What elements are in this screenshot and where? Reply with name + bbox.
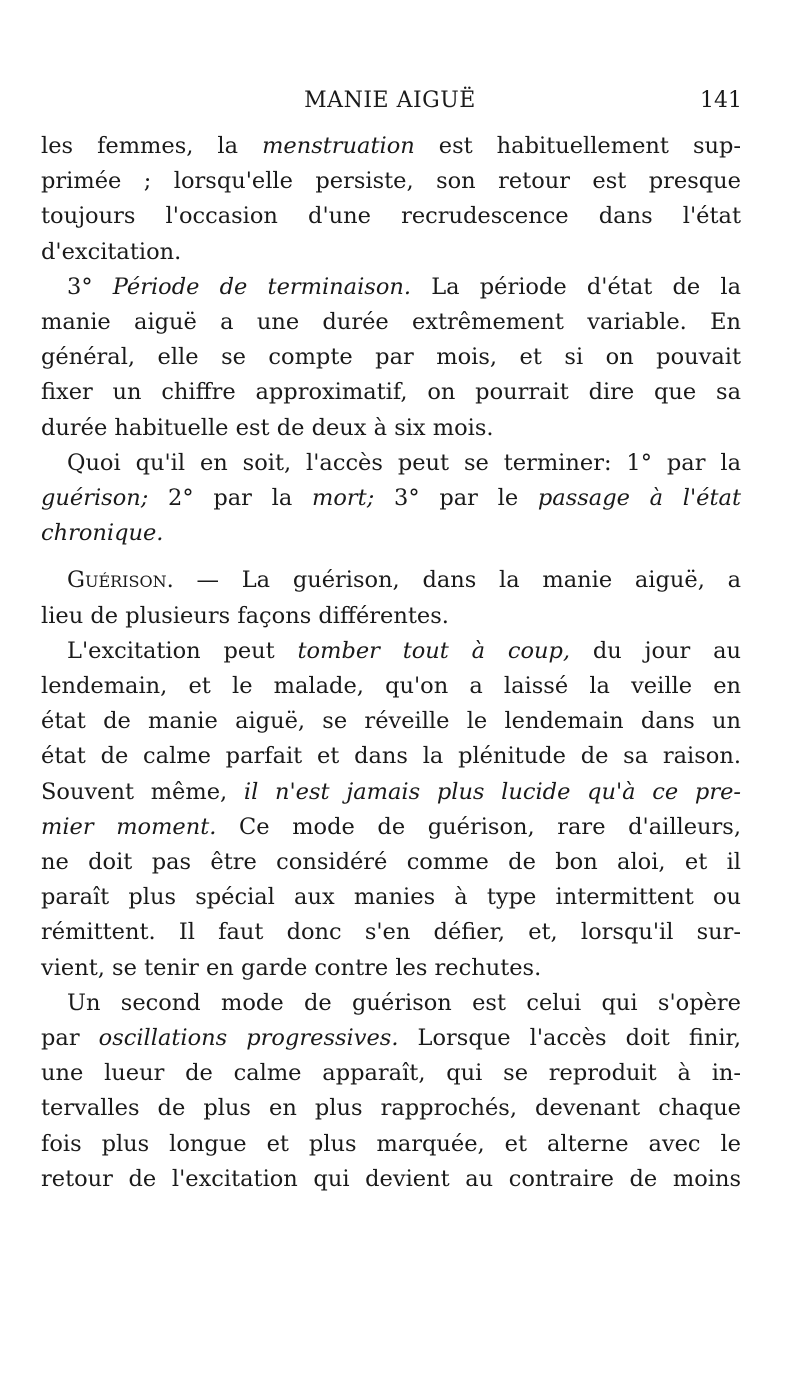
page-number: 141 bbox=[700, 88, 742, 113]
text-line: par oscillations progressives. Lorsque l'accès doit finir, bbox=[41, 1025, 741, 1052]
text-line: chronique. bbox=[41, 520, 164, 547]
text-line: vient, se tenir en garde contre les rechutes. bbox=[41, 954, 542, 981]
text-line: retour de l'excitation qui devient au contraire de moins bbox=[41, 1165, 741, 1192]
text-line: état de calme parfait et dans la plénitude de sa raison. bbox=[41, 743, 741, 770]
text-line: lendemain, et le malade, qu'on a laissé la veille en bbox=[41, 673, 741, 700]
text-line: durée habituelle est de deux à six mois. bbox=[41, 414, 494, 441]
text-line: fois plus longue et plus marquée, et alterne avec le bbox=[41, 1130, 741, 1157]
text-line: lieu de plusieurs façons différentes. bbox=[41, 602, 449, 629]
text-line: tervalles de plus en plus rapprochés, devenant chaque bbox=[41, 1095, 741, 1122]
text-line: état de manie aiguë, se réveille le lendemain dans un bbox=[41, 708, 741, 735]
text-line: rémittent. Il faut donc s'en défier, et, lorsqu'il sur- bbox=[41, 919, 741, 946]
text-line: Guérison. — La guérison, dans la manie aiguë, a bbox=[67, 567, 741, 594]
text-line: fixer un chiffre approximatif, on pourrait dire que sa bbox=[41, 379, 741, 406]
text-line: L'excitation peut tomber tout à coup, du jour au bbox=[67, 637, 742, 664]
text-line: les femmes, la menstruation est habituellement sup- bbox=[41, 133, 741, 159]
page-header bbox=[40, 88, 740, 118]
text-line: une lueur de calme apparaît, qui se reproduit à in- bbox=[41, 1060, 741, 1087]
text-line: 3° Période de terminaison. La période d'état de la bbox=[67, 273, 741, 300]
text-line: général, elle se compte par mois, et si on pouvait bbox=[41, 344, 741, 371]
text-line: guérison; 2° par la mort; 3° par le passage à l'état bbox=[41, 485, 741, 512]
text-line: paraît plus spécial aux manies à type intermittent ou bbox=[41, 884, 741, 911]
text-line: Souvent même, il n'est jamais plus lucide qu'à ce pre- bbox=[41, 778, 741, 805]
section-heading: Guérison. bbox=[67, 567, 174, 594]
text-line: Quoi qu'il en soit, l'accès peut se terminer: 1° par la bbox=[67, 449, 741, 476]
body-text bbox=[41, 129, 741, 1197]
text-line: manie aiguë a une durée extrêmement variable. En bbox=[41, 309, 741, 336]
text-line: toujours l'occasion d'une recrudescence dans l'état bbox=[41, 203, 741, 230]
text-line: Un second mode de guérison est celui qui s'opère bbox=[67, 989, 741, 1016]
text-line: mier moment. Ce mode de guérison, rare d'ailleurs, bbox=[41, 813, 741, 840]
text-line: primée ; lorsqu'elle persiste, son retour est presque bbox=[41, 168, 741, 195]
running-title: MANIE AIGUË bbox=[304, 88, 476, 113]
text-line: ne doit pas être considéré comme de bon aloi, et il bbox=[41, 849, 741, 876]
text-line: d'excitation. bbox=[41, 238, 182, 265]
